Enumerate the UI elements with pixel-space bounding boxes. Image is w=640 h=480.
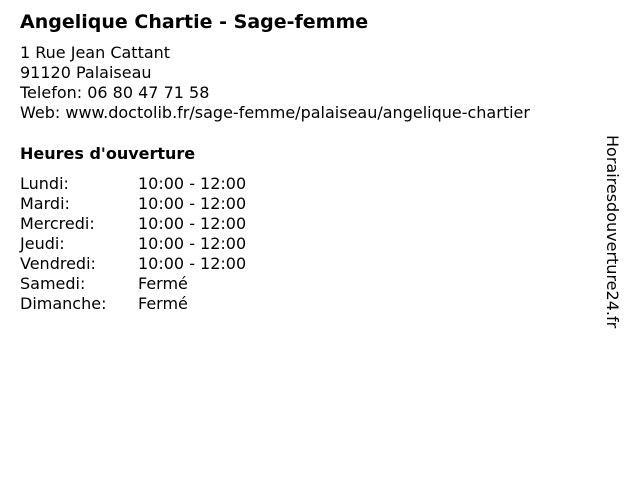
contact-block — [20, 43, 530, 123]
day-hours: Fermé — [138, 274, 188, 293]
business-name: Angelique Chartie - Sage-femme — [20, 11, 369, 33]
day-hours: 10:00 - 12:00 — [138, 254, 247, 273]
day-hours: 10:00 - 12:00 — [138, 234, 247, 253]
city: 91120 Palaiseau — [20, 63, 152, 82]
day-label: Vendredi: — [20, 254, 96, 273]
day-hours: 10:00 - 12:00 — [138, 174, 247, 193]
day-hours: Fermé — [138, 294, 188, 313]
day-label: Dimanche: — [20, 294, 107, 313]
site-watermark: Horairesdouverture24.fr — [603, 135, 622, 329]
street-address: 1 Rue Jean Cattant — [20, 43, 171, 62]
day-label: Lundi: — [20, 174, 69, 193]
phone-number: Telefon: 06 80 47 71 58 — [20, 83, 210, 102]
day-label: Samedi: — [20, 274, 86, 293]
day-hours: 10:00 - 12:00 — [138, 214, 247, 233]
website: Web: www.doctolib.fr/sage-femme/palaiseau/angelique-chartier — [20, 103, 530, 122]
day-hours: 10:00 - 12:00 — [138, 194, 247, 213]
day-label: Mercredi: — [20, 214, 95, 233]
day-label: Mardi: — [20, 194, 70, 213]
hours-heading: Heures d'ouverture — [20, 144, 196, 163]
day-label: Jeudi: — [20, 234, 65, 253]
